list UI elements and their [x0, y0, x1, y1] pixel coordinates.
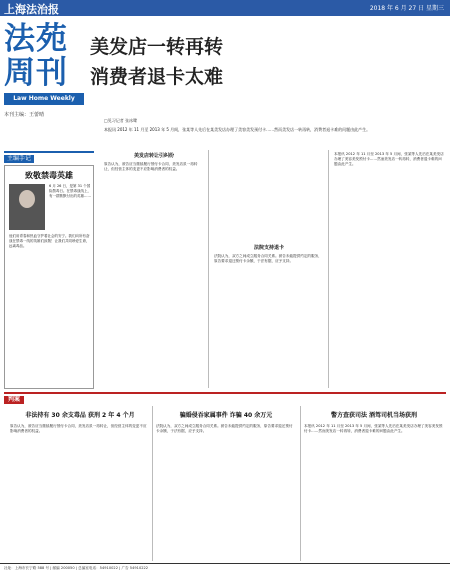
issue-date: 2018 年 6 月 27 日 星期三	[369, 5, 444, 12]
editor-note-box	[4, 165, 94, 389]
editor-note-text-1: 6 月 26 日，是第 31 个国际禁毒日。在禁毒战线上，有一群默默付出的英雄……	[49, 184, 91, 198]
author-photo	[9, 184, 45, 230]
section-1-title: 美发店转让引纠纷	[133, 153, 174, 159]
headline-line-1: 美发店一转再转	[90, 36, 224, 58]
case-title-2: 骗婚侵吞家属事件 诈骗 40 余万元	[179, 412, 273, 419]
column-divider	[328, 150, 329, 388]
section-masthead	[4, 22, 84, 144]
case-text-1: 原告认为，被告应当继续履行预付卡合同，美发店虽一再转让，但经营主体的变更不应影响消费者的权益。	[10, 424, 147, 433]
column-header	[4, 151, 94, 162]
section-3-text: 本报讯 2012 年 11 月至 2013 年 5 月间，张某等人先后在某美发店办理了美容美发预付卡……然而美发店一转再转，消费者退卡难的问题由此产生。	[334, 152, 444, 166]
masthead-title-top: 法苑	[4, 21, 68, 57]
column-divider	[208, 150, 209, 388]
editor-note-title: 致敬禁毒英雄	[25, 170, 73, 180]
section-1-text: 原告认为，被告应当继续履行预付卡合同，美发店虽一再转让，但经营主体的变更不应影响消费者的权益。	[104, 162, 198, 171]
top-bar	[0, 0, 450, 16]
judgement-section-bar	[4, 392, 446, 403]
section-2-title: 法院支持退卡	[253, 245, 284, 251]
column-tag: 主编手记	[4, 155, 34, 163]
column-divider	[152, 406, 153, 561]
masthead-title-bottom: 周刊	[4, 55, 68, 91]
case-text-3: 本报讯 2012 年 11 月至 2013 年 5 月间，张某等人先后在某美发店办理了美容美发预付卡……然而美发店一转再转，消费者退卡难的问题由此产生。	[304, 424, 443, 433]
masthead-english: Law Home Weekly	[4, 93, 84, 105]
case-text-2: 法院认为，双方之间成立服务合同关系。被告未能提供约定的服务，原告要求退还预付卡余额，于法有据，应予支持。	[156, 424, 293, 433]
section-2-text: 法院认为，双方之间成立服务合同关系。被告未能提供约定的服务，原告要求退还预付卡余额，于法有据，应予支持。	[214, 254, 322, 263]
headline-line-2: 消费者退卡太难	[90, 66, 224, 88]
editor-note-text-2: 他们用青春和热血守护着社会的安宁。我们向所有奋战在禁毒一线的英雄们致敬！让我们共同珍爱生命，远离毒品。	[9, 234, 90, 248]
column-divider	[300, 406, 301, 561]
judgement-tag: 判案	[4, 396, 24, 404]
byline: □见习记者 张冰鹭	[104, 118, 138, 123]
case-title-3: 警方查获司法 酒驾司机当场获刑	[330, 412, 418, 419]
page-footer: 社址：上海市长宁路 588 号 | 邮编 200050 | 总编室电话：54910022 | 广告 54910222	[0, 563, 450, 573]
masthead-editor: 本刊主编：王蕾晴	[4, 112, 45, 118]
lead-paragraph: 本报讯 2012 年 11 月至 2013 年 5 月间，张某等人先后在某美发店办理了美容美发预付卡……然而美发店一转再转，消费者退卡难的问题由此产生。	[104, 127, 371, 132]
case-title-1: 非法持有 30 余支毒品 获刑 2 年 4 个月	[25, 412, 135, 419]
newspaper-logo: 上海法治报	[4, 3, 59, 16]
